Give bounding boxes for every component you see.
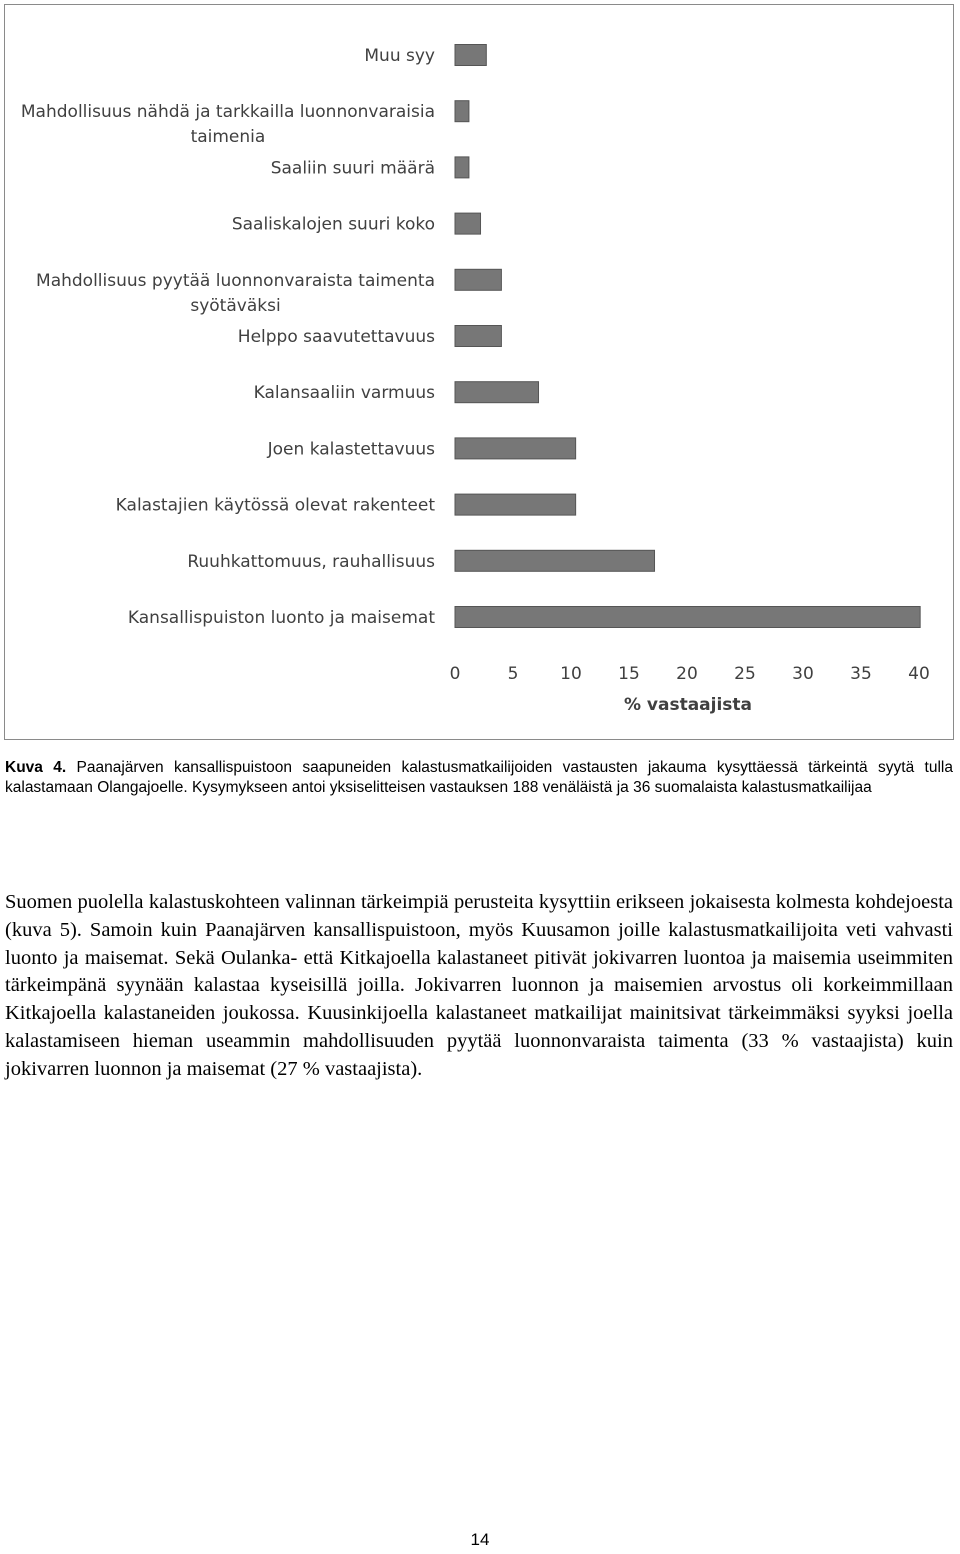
x-tick-label: 10 bbox=[560, 664, 582, 684]
x-tick-label: 30 bbox=[792, 664, 814, 684]
bar bbox=[455, 607, 920, 628]
bar bbox=[455, 326, 501, 347]
caption-label: Kuva 4. bbox=[5, 759, 67, 776]
x-tick-label: 35 bbox=[850, 664, 872, 684]
bars bbox=[455, 45, 920, 628]
x-tick-label: 0 bbox=[449, 664, 461, 684]
x-tick-label: 20 bbox=[676, 664, 698, 684]
category-label: Kansallispuiston luonto ja maisemat bbox=[127, 608, 435, 628]
x-tick-label: 25 bbox=[734, 664, 756, 684]
figure-caption bbox=[5, 758, 953, 798]
category-labels bbox=[21, 46, 435, 628]
category-label: Joen kalastettavuus bbox=[267, 439, 435, 460]
category-label: Mahdollisuus nähdä ja tarkkailla luonnonvaraisia bbox=[20, 102, 435, 123]
bar bbox=[455, 438, 576, 459]
bar bbox=[455, 494, 576, 515]
bar bbox=[455, 101, 469, 122]
chart-frame bbox=[4, 4, 954, 740]
x-tick-label: 5 bbox=[507, 664, 519, 684]
bar bbox=[455, 269, 501, 290]
x-tick-label: 40 bbox=[908, 664, 930, 684]
category-label: Kalastajien käytössä olevat rakenteet bbox=[115, 495, 435, 516]
bar bbox=[455, 382, 539, 403]
x-axis-title: % vastaajista bbox=[623, 695, 753, 715]
bar bbox=[455, 45, 486, 66]
category-label: syötäväksi bbox=[190, 295, 281, 316]
body-paragraph: Suomen puolella kalastuskohteen valinnan tärkeimpiä perusteita kysyttiin erikseen jokaisesta kolmesta kohdejoesta (kuva 5). Samoin kuin Paanajärven kansallispuistoon, myös Kuusamon joille kalastusmatkailijoita veti vahvasti luonto ja maisemat. Sekä Oulanka- että Kitkajoella kalastaneet pitivät jokivarren luontoa ja maisemia useimmiten tärkeimpänä syynään kalastaa kyseisillä joilla. Jokivarren luonnon ja maisemien arvostus oli korkeimmillaan Kitkajoella kalastaneiden joukossa. Kuusinkijoella kalastaneet matkailijat mainitsivat tärkeimmäksi syyksi joella kalastamiseen hieman useammin mahdollisuuden pyytää luonnonvaraista taimenta (33 % vastaajista) kuin jokivarren luonnon ja maisemat (27 % vastaajista). bbox=[5, 891, 953, 1080]
bar bbox=[455, 213, 481, 234]
bar-chart bbox=[5, 5, 955, 741]
category-label: taimenia bbox=[190, 127, 266, 148]
page-number: 14 bbox=[470, 1530, 490, 1549]
caption-text: Paanajärven kansallispuistoon saapuneiden kalastusmatkailijoiden vastausten jakauma kysyttäessä tärkeintä syytä tulla kalastamaan Olangajoelle. Kysymykseen antoi yksiselitteisen vastauksen 188 venäläistä ja 36 suomalaista kalastusmatkailijaa bbox=[5, 759, 953, 796]
bar bbox=[455, 550, 655, 571]
category-label: Saaliin suuri määrä bbox=[270, 158, 435, 179]
category-label: Mahdollisuus pyytää luonnonvaraista taimenta bbox=[36, 270, 435, 291]
category-label: Helppo saavutettavuus bbox=[237, 327, 435, 347]
category-label: Muu syy bbox=[364, 46, 435, 66]
category-label: Ruuhkattomuus, rauhallisuus bbox=[187, 551, 435, 572]
x-tick-label: 15 bbox=[618, 664, 640, 684]
x-tick-labels bbox=[450, 664, 930, 684]
category-label: Kalansaaliin varmuus bbox=[253, 383, 435, 404]
bar bbox=[455, 157, 469, 178]
category-label: Saaliskalojen suuri koko bbox=[231, 214, 435, 235]
